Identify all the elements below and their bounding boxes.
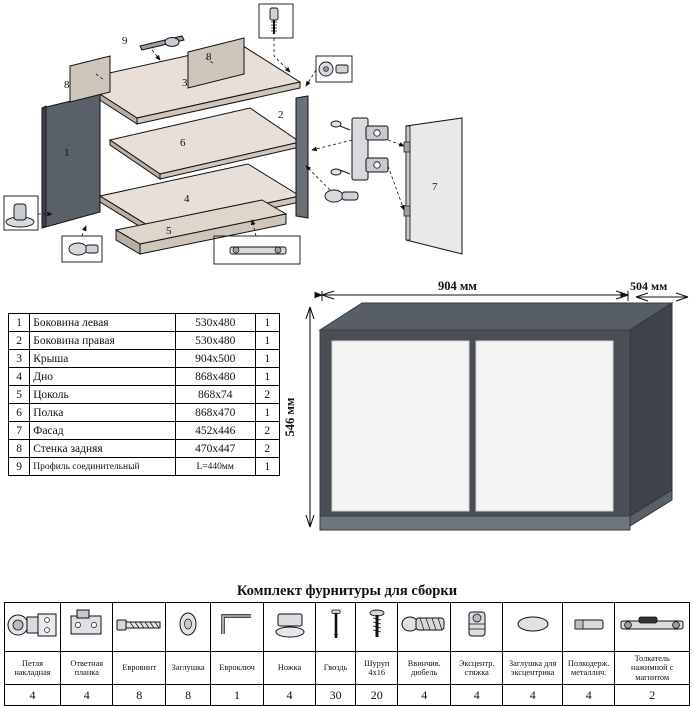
- part-qty: 1: [255, 350, 279, 368]
- part-number: 4: [9, 368, 30, 386]
- kit-label: Ножка: [263, 652, 315, 685]
- part-name: Цоколь: [30, 386, 176, 404]
- kit-label: Эксцентр. стяжка: [450, 652, 502, 685]
- table-row: [9, 368, 280, 386]
- part-size: 904х500: [175, 350, 255, 368]
- part-qty: 1: [255, 458, 279, 476]
- kit-icon-cell: [165, 603, 210, 652]
- part-qty: 1: [255, 314, 279, 332]
- callout-9: 9: [122, 35, 128, 47]
- assembled-cabinet-drawing: [283, 279, 692, 550]
- callout-6: 6: [180, 137, 186, 149]
- kit-count: 2: [615, 685, 690, 706]
- part-name: Боковина левая: [30, 314, 176, 332]
- callout-8-left: 8: [64, 79, 70, 91]
- part-size: 868х470: [175, 404, 255, 422]
- kit-label: Ответная планка: [61, 652, 113, 685]
- part-size: 868х74: [175, 386, 255, 404]
- table-row: [9, 422, 280, 440]
- kit-icon-cell: [615, 603, 690, 652]
- part-size: 530х480: [175, 332, 255, 350]
- callout-4: 4: [184, 193, 190, 205]
- part-size: 530х480: [175, 314, 255, 332]
- part-name: Стенка задняя: [30, 440, 176, 458]
- part-right-side: [296, 96, 308, 218]
- callout-8-right: 8: [206, 51, 212, 63]
- part-number: 6: [9, 404, 30, 422]
- hardware-kit-table: [4, 602, 690, 706]
- hinge-overlay-icon: [6, 604, 60, 646]
- callout-2: 2: [278, 109, 284, 121]
- part-qty: 2: [255, 386, 279, 404]
- hardware-callout-shelf-support: [325, 190, 358, 202]
- part-connecting-profile: [140, 36, 184, 50]
- cabinet-door-right: [476, 341, 613, 511]
- width-label: 904 мм: [438, 279, 477, 293]
- kit-count: 4: [263, 685, 315, 706]
- dimension-depth: [636, 293, 688, 301]
- kit-count: 4: [450, 685, 502, 706]
- cabinet-plinth: [320, 516, 630, 530]
- kit-label: Шуруп 4х16: [355, 652, 398, 685]
- cabinet-top: [320, 303, 672, 330]
- dimension-height: [306, 307, 314, 527]
- depth-label: 504 мм: [630, 279, 668, 293]
- euro-screw-icon: [113, 604, 165, 646]
- part-number: 1: [9, 314, 30, 332]
- shelf-support-icon: [567, 604, 611, 646]
- part-left-side: [42, 94, 100, 228]
- part-number: 8: [9, 440, 30, 458]
- part-qty: 2: [255, 440, 279, 458]
- callout-5: 5: [166, 225, 172, 237]
- kit-label: Заглушка для эксцентрика: [503, 652, 563, 685]
- part-size: 470х447: [175, 440, 255, 458]
- part-size: L=440мм: [175, 458, 255, 476]
- kit-icon-cell: [113, 603, 165, 652]
- part-number: 2: [9, 332, 30, 350]
- table-row: [9, 458, 280, 476]
- table-row: [9, 332, 280, 350]
- kit-title: Комплект фурнитуры для сборки: [236, 583, 458, 599]
- kit-label: Евроключ: [211, 652, 263, 685]
- kit-label: Евровинт: [113, 652, 165, 685]
- kit-label: Петля накладная: [5, 652, 61, 685]
- kit-icon-cell: [503, 603, 563, 652]
- part-qty: 1: [255, 368, 279, 386]
- kit-count: 20: [355, 685, 398, 706]
- kit-count: 8: [165, 685, 210, 706]
- kit-label: Гвоздь: [316, 652, 356, 685]
- kit-count: 4: [562, 685, 614, 706]
- euro-key-icon: [213, 604, 261, 646]
- table-row: [9, 350, 280, 368]
- cap-icon: [171, 604, 205, 646]
- part-name: Фасад: [30, 422, 176, 440]
- kit-icon-cell: [263, 603, 315, 652]
- cam-cover-icon: [511, 604, 555, 646]
- part-number: 5: [9, 386, 30, 404]
- callout-7: 7: [432, 181, 438, 193]
- kit-icon-cell: [562, 603, 614, 652]
- callout-1: 1: [64, 147, 70, 159]
- table-row: [9, 440, 280, 458]
- kit-count: 1: [211, 685, 263, 706]
- part-size: 868х480: [175, 368, 255, 386]
- exploded-assembly-diagram: [0, 0, 694, 285]
- screw-icon: [361, 604, 393, 646]
- hardware-callout-cam: [316, 56, 352, 82]
- kit-count: 4: [61, 685, 113, 706]
- hinge-assembly-detail: [331, 118, 388, 180]
- part-name: Дно: [30, 368, 176, 386]
- magnetic-catch-icon: [615, 604, 693, 646]
- hardware-callout-leg: [4, 196, 38, 230]
- kit-icon-cell: [316, 603, 356, 652]
- nail-icon: [322, 604, 350, 646]
- dowel-icon: [398, 604, 450, 646]
- part-name: Боковина правая: [30, 332, 176, 350]
- part-name: Полка: [30, 404, 176, 422]
- cam-lock-icon: [460, 604, 494, 646]
- part-number: 3: [9, 350, 30, 368]
- kit-count: 4: [503, 685, 563, 706]
- hardware-callout-magnetic-catch: [214, 236, 300, 264]
- part-number: 9: [9, 458, 30, 476]
- part-qty: 1: [255, 332, 279, 350]
- kit-count: 8: [113, 685, 165, 706]
- kit-label: Толкатель нажимной с магнитом: [615, 652, 690, 685]
- kit-label: Заглушка: [165, 652, 210, 685]
- cabinet-door-left: [332, 341, 469, 511]
- kit-label: Ввинчив. дюбель: [398, 652, 450, 685]
- mounting-plate-icon: [63, 604, 111, 646]
- kit-icon-cell: [211, 603, 263, 652]
- kit-icon-cell: [355, 603, 398, 652]
- part-qty: 2: [255, 422, 279, 440]
- kit-label: Полкодерж. металлич.: [562, 652, 614, 685]
- cabinet-side: [630, 303, 672, 523]
- kit-icon-cell: [61, 603, 113, 652]
- kit-icon-cell: [398, 603, 450, 652]
- part-name: Профиль соединительный: [30, 458, 176, 476]
- height-label: 546 мм: [283, 397, 297, 437]
- kit-icon-cell: [5, 603, 61, 652]
- kit-icon-cell: [450, 603, 502, 652]
- table-row: [9, 386, 280, 404]
- part-number: 7: [9, 422, 30, 440]
- parts-table: [8, 313, 280, 476]
- part-name: Крыша: [30, 350, 176, 368]
- hardware-callout-screw-top: [259, 4, 293, 38]
- table-row: [9, 314, 280, 332]
- hardware-callout-dowel: [62, 236, 102, 262]
- kit-count: 4: [5, 685, 61, 706]
- leg-icon: [266, 604, 314, 646]
- part-qty: 1: [255, 404, 279, 422]
- callout-3: 3: [182, 77, 188, 89]
- kit-count: 4: [398, 685, 450, 706]
- part-size: 452х446: [175, 422, 255, 440]
- kit-count: 30: [316, 685, 356, 706]
- table-row: [9, 404, 280, 422]
